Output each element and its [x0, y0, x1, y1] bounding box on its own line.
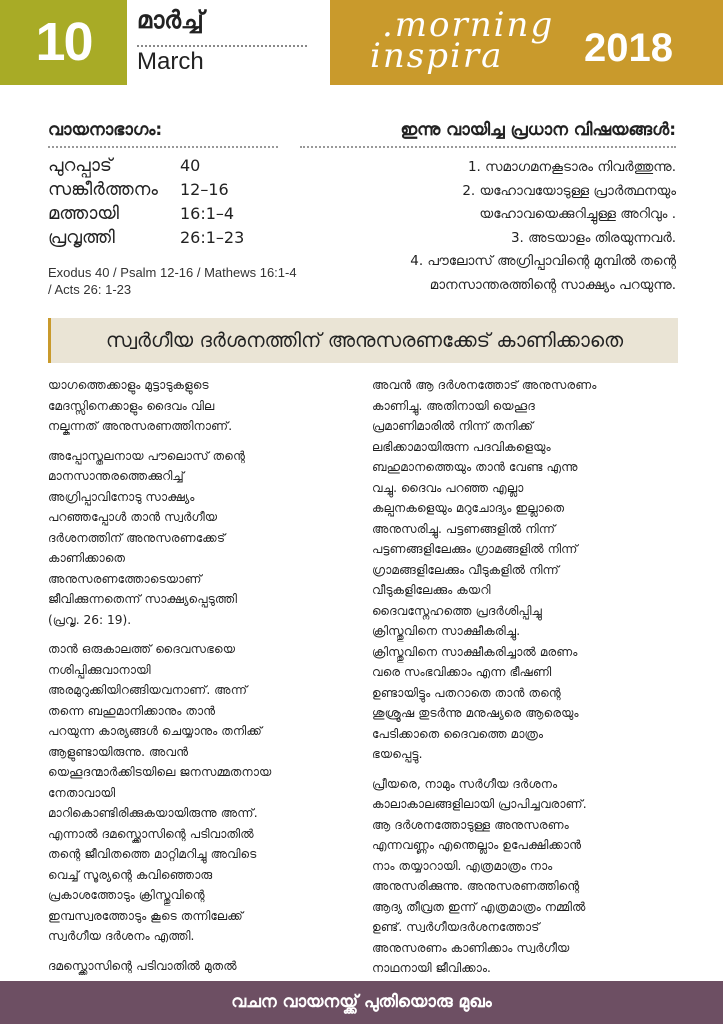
readings-english-refs: Exodus 40 / Psalm 12-16 / Mathews 16:1-4 / Acts 26: 1-23	[48, 265, 297, 297]
reading-ref: 16:1–4	[180, 204, 235, 223]
article-line: (പ്രവൃ. 26: 19).	[48, 612, 132, 627]
article-line: പറഞ്ഞപ്പോൾ താൻ സ്വർഗീയ	[48, 510, 218, 524]
article-line: ജീവിക്കുന്നതെന്ന് സാക്ഷ്യപ്പെടുത്തി	[48, 592, 238, 606]
article-line: അഗ്രിപ്പാവിനോടു സാക്ഷ്യം	[48, 489, 195, 504]
topic-line: യഹോവയെക്കുറിച്ചുള്ള അറിവും .	[479, 206, 676, 222]
article-line: മേദസ്സിനെക്കാളും ദൈവം വില	[48, 398, 215, 413]
article-line: ഇമ്പസ്വരത്തോടും കൂടെ തന്നിലേക്ക്	[48, 908, 243, 923]
article-paragraph	[48, 639, 340, 947]
article-column-right	[372, 375, 664, 988]
article-line: ദൈവസ്നേഹത്തെ പ്രദർശിപ്പിച്ചു	[372, 603, 542, 618]
article-line: ക്രിസ്തുവിനെ സാക്ഷീകരിച്ചാൽ മരണം	[372, 644, 578, 659]
topic-line: 2. യഹോവയോടുള്ള പ്രാർത്ഥനയും	[462, 182, 676, 199]
article-line: നാം തയ്യാറായി. എത്രമാത്രം നാം	[372, 858, 553, 873]
article-line: ഉണ്ട്. സ്വർഗീയദർശനത്തോട്	[372, 920, 540, 934]
article-paragraph	[372, 774, 664, 979]
article-line: നേതാവായി	[48, 785, 116, 800]
article-line: സ്വർഗീയ ദർശനം എത്തി.	[48, 929, 195, 943]
article-paragraph	[48, 956, 340, 977]
footer-tagline: വചന വായനയ്ക്ക് പുതിയൊരു മുഖം	[0, 981, 723, 1024]
article-line: കാണിച്ചു. അതിനായി യെഹൂദ	[372, 398, 535, 413]
article-line: വീടുകളിലേക്കും കയറി	[372, 583, 491, 597]
article-line: നശിപ്പിക്കുവാനായി	[48, 662, 151, 677]
article-line: ആ ദർശനത്തോടുള്ള അനുസരണം	[372, 817, 569, 832]
readings-heading: വായനാഭാഗം:	[48, 120, 163, 140]
article-line: അനുസരണത്തോടെയാണ്	[48, 571, 202, 586]
article-line: ആളുണ്ടായിരുന്നു. അവൻ	[48, 744, 189, 759]
article-paragraph	[48, 446, 340, 631]
article-line: ആദ്യ തീവ്രത ഇന്ന് എത്രമാത്രം നമ്മിൽ	[372, 899, 586, 914]
article-line: കാലാകാലങ്ങളിലായി പ്രാപിച്ചവരാണ്.	[372, 797, 587, 811]
brand-logo-morning: .morning	[382, 5, 555, 45]
article-line: ശുശ്രൂഷ തുടർന്നു മനുഷ്യരെ ആരെയും	[372, 706, 579, 720]
article-line: മാനസാന്തരത്തെക്കുറിച്ച്	[48, 469, 184, 483]
reading-ref: 12–16	[180, 180, 229, 199]
reading-book: സങ്കീർത്തനം	[48, 179, 158, 200]
article-line: ക്രിസ്തുവിനെ സാക്ഷീകരിച്ചു.	[372, 624, 521, 638]
topic-line: മാനസാന്തരത്തിന്റെ സാക്ഷ്യം പറയുന്നു.	[429, 276, 676, 293]
article-line: യെഹൂദന്മാർക്കിടയിലെ ജനസമ്മതനായ	[48, 765, 272, 779]
reading-row	[48, 202, 278, 226]
topic-line: 4. പൗലോസ് അഗ്രിപ്പാവിന്റെ മുമ്പിൽ തന്റെ	[410, 253, 676, 269]
article-line: തന്റെ ജീവിതത്തെ മാറ്റിമറിച്ചു അവിടെ	[48, 847, 257, 861]
article-line: പേടിക്കാതെ ദൈവത്തെ മാത്രം	[372, 726, 544, 741]
brand-box	[330, 0, 723, 85]
day-number: 10	[0, 0, 127, 85]
brand-logo-inspira: inspira	[370, 36, 504, 76]
reading-book: പ്രവൃത്തി	[48, 227, 115, 248]
topics-divider	[300, 146, 676, 148]
article-line: എന്നവണ്ണം എന്തെല്ലാം ഉപേക്ഷിക്കാൻ	[372, 838, 582, 852]
article-line: ദർശനത്തിന് അനുസരണക്കേട്	[48, 530, 226, 545]
reading-row	[48, 154, 278, 178]
reading-book: പുറപ്പാട്	[48, 155, 113, 176]
article-line: എന്നാൽ ദമസ്ക്കൊസിന്റെ പടിവാതിൽ	[48, 826, 254, 841]
article-line: ഉണ്ടായിട്ടും പതറാതെ താൻ തന്റെ	[372, 685, 561, 700]
article-line: താൻ ഒരുകാലത്ത് ദൈവസഭയെ	[48, 642, 236, 656]
article-line: കാണിക്കാതെ	[48, 551, 126, 565]
topics-list	[300, 156, 676, 297]
year-label: 2018	[584, 26, 673, 70]
article-line: നല്കുന്നത് അനുസരണത്തിനാണ്.	[48, 419, 233, 433]
article-line: മാറികൊണ്ടിരിക്കുകയായിരുന്നു അന്ന്.	[48, 806, 258, 820]
article-column-left	[48, 375, 340, 985]
article-line: വച്ചു. ദൈവം പറഞ്ഞ എല്ലാ	[372, 480, 524, 495]
article-title: സ്വർഗീയ ദർശനത്തിന് അനുസരണക്കേട് കാണിക്കാതെ	[48, 318, 678, 363]
article-line: പറയുന്ന കാര്യങ്ങൾ ചെയ്യാനും തനിക്ക്	[48, 724, 262, 738]
topic-line: 3. അടയാളം തിരയുന്നവർ.	[510, 229, 676, 246]
article-line: യാഗത്തെക്കാളും മുട്ടാടുകളുടെ	[48, 378, 209, 392]
readings-divider	[48, 146, 278, 148]
article-line: ഭയപ്പെട്ടു.	[372, 747, 423, 761]
article-line: ലഭിക്കാമായിരുന്ന പദവികളെയും	[372, 439, 551, 454]
article-line: തന്നെ ബഹുമാനിക്കാനും താൻ	[48, 703, 216, 718]
article-line: അവൻ ആ ദർശനത്തോട് അനുസരണം	[372, 378, 597, 392]
reading-row	[48, 178, 278, 202]
article-paragraph	[48, 375, 340, 437]
month-divider	[137, 45, 307, 47]
reading-ref: 40	[180, 156, 201, 175]
reading-book: മത്തായി	[48, 203, 119, 224]
article-line: നാഥനായി ജീവിക്കാം.	[372, 961, 491, 975]
article-line: പ്രമാണിമാരിൽ നിന്ന് തനിക്ക്	[372, 419, 534, 433]
month-malayalam: മാർച്ച്	[137, 6, 204, 34]
article-paragraph	[372, 375, 664, 765]
article-line: അനുസരണം കാണിക്കാം സ്വർഗീയ	[372, 940, 570, 955]
article-line: അപ്പോസ്തലനായ പൗലൊസ് തന്റെ	[48, 448, 246, 463]
article-line: പട്ടണങ്ങളിലേക്കും ഗ്രാമങ്ങളിൽ നിന്ന്	[372, 542, 578, 556]
article-line: പ്രകാശത്തോടും ക്രിസ്തുവിന്റെ	[48, 888, 205, 902]
article-line: ബഹുമാനത്തെയും താൻ വേണ്ട എന്നു	[372, 460, 578, 474]
article-line: അനുസരിക്കുന്നു. അനുസരണത്തിന്റെ	[372, 879, 580, 893]
article-line: ഗ്രാമങ്ങളിലേക്കും വീടുകളിൽ നിന്ന്	[372, 562, 560, 577]
topic-line: 1. സമാഗമനകൂടാരം നിവർത്തുന്നു.	[467, 159, 676, 175]
readings-table	[48, 154, 278, 250]
article-line: അനുസരിച്ചു. പട്ടണങ്ങളിൽ നിന്ന്	[372, 521, 556, 536]
reading-ref: 26:1–23	[180, 228, 245, 247]
month-english: March	[137, 48, 204, 75]
article-line: ദമസ്ക്കൊസിന്റെ പടിവാതിൽ മുതൽ	[48, 958, 237, 973]
article-line: കല്പനകളെയും മറുചോദ്യം ഇല്ലാതെ	[372, 501, 565, 515]
article-line: അരമുറുക്കിയിറങ്ങിയവനാണ്. അന്ന്	[48, 683, 248, 697]
article-line: പ്രീയരെ, നാമും സർഗീയ ദർശനം	[372, 776, 558, 791]
reading-row	[48, 226, 278, 250]
topics-heading: ഇന്നു വായിച്ച പ്രധാന വിഷയങ്ങൾ:	[400, 120, 676, 140]
article-line: വരെ സംഭവിക്കാം എന്ന ഭീഷണി	[372, 665, 552, 679]
article-line: വെച്ച് സൂര്യന്റെ കവിഞ്ഞൊരു	[48, 867, 213, 882]
